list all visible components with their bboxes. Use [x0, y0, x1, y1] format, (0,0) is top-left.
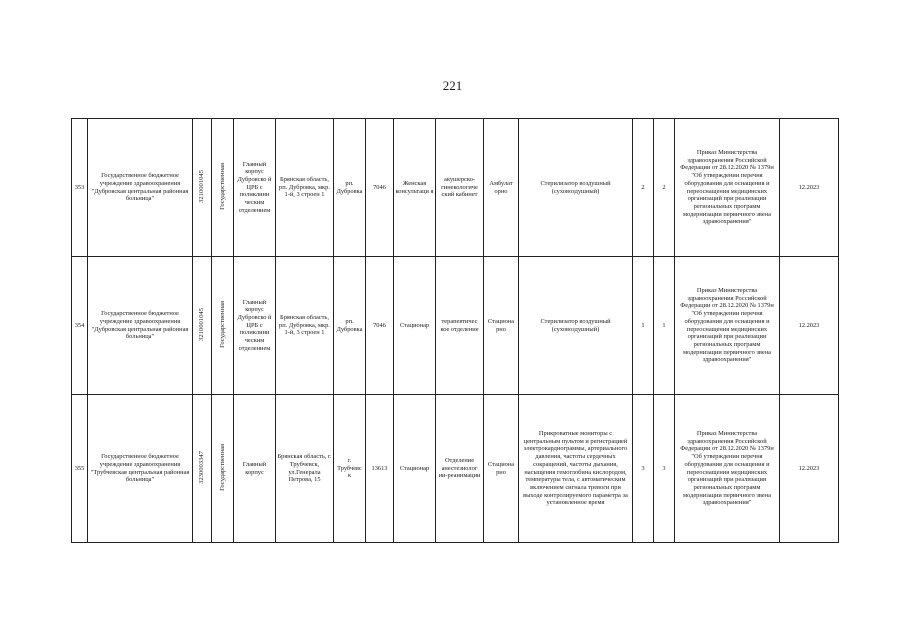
table-row: [72, 119, 839, 257]
table-row: [72, 395, 839, 543]
code: 13613: [366, 395, 394, 543]
department: Стационар: [394, 257, 436, 395]
order-reference: Приказ Министерства здравоохранения Российской Федерации от 28.12.2020 № 1379н "Об утверждении перечня оборудования для оснащения и переоснащения медицинских организаций при реализации региональных программ модернизации первичного звена здравоохранения": [675, 119, 780, 257]
quantity-b: 3: [654, 395, 675, 543]
department: Стационар: [394, 395, 436, 543]
table-row: [72, 257, 839, 395]
settlement: г. Трубчевс к: [334, 395, 366, 543]
ownership-cell: [212, 395, 234, 543]
inn-value: 3210001045: [198, 169, 206, 203]
row-number: 354: [72, 257, 88, 395]
quantity-a: 2: [633, 119, 654, 257]
ownership-value: Государственная: [218, 443, 226, 491]
quantity-b: 2: [654, 119, 675, 257]
inn-value: 3230003347: [198, 450, 206, 484]
inn-cell: [193, 257, 212, 395]
address: Брянская область, рп. Дубровка, мкр. 1-й, 3 строен 1: [276, 119, 334, 257]
ownership-cell: [212, 257, 234, 395]
inn-cell: [193, 119, 212, 257]
row-number: 353: [72, 119, 88, 257]
row-number: 355: [72, 395, 88, 543]
organization-name: Государственное бюджетное учреждение здравоохранения "Дубровская центральная районная больница": [88, 119, 193, 257]
address: Брянская область, рп. Дубровка, мкр. 1-й, 3 строен 1: [276, 257, 334, 395]
code: 7046: [366, 119, 394, 257]
cabinet: акушерско-гинекологиче ский кабинет: [436, 119, 484, 257]
ownership-cell: [212, 119, 234, 257]
equipment-table: [71, 118, 839, 543]
equipment-name: Стерилизатор воздушный (суховоздушный): [519, 119, 633, 257]
settlement: рп. Дубровка: [334, 119, 366, 257]
care-type: Амбулат орно: [484, 119, 519, 257]
department: Женская консультаци я: [394, 119, 436, 257]
care-type: Стациона рно: [484, 395, 519, 543]
ownership-value: Государственная: [218, 300, 226, 348]
due-date: 12.2023: [780, 395, 839, 543]
care-type: Стациона рно: [484, 257, 519, 395]
address: Брянская область, г. Трубчевск, ул.Генерала Петрова, 15: [276, 395, 334, 543]
settlement: рп. Дубровка: [334, 257, 366, 395]
code: 7046: [366, 257, 394, 395]
ownership-value: Государственная: [218, 162, 226, 210]
equipment-name: Прикроватные мониторы с центральным пультом и регистрацией электрокардиограммы, артериального давления, частоты сердечных сокращений, частоты дыхания, насыщения гемоглобина кислородом, температуры тела, с автоматическим включением сигнала тревоги при выходе контролируемого параметра за установленное время: [519, 395, 633, 543]
inn-value: 3210001045: [198, 307, 206, 341]
inn-cell: [193, 395, 212, 543]
cabinet: Отделение анестезиолог ии-реанимации: [436, 395, 484, 543]
order-reference: Приказ Министерства здравоохранения Российской Федерации от 28.12.2020 № 1379н "Об утверждении перечня оборудования для оснащения и переоснащения медицинских организаций при реализации региональных программ модернизации первичного звена здравоохранения": [675, 395, 780, 543]
cabinet: терапевтичес кое отделение: [436, 257, 484, 395]
organization-name: Государственное бюджетное учреждение здравоохранения "Дубровская центральная районная больница": [88, 257, 193, 395]
order-reference: Приказ Министерства здравоохранения Российской Федерации от 28.12.2020 № 1379н "Об утверждении перечня оборудования для оснащения и переоснащения медицинских организаций при реализации региональных программ модернизации первичного звена здравоохранения": [675, 257, 780, 395]
building-name: Главный корпус Дубровско й ЦРБ с поликлини ческим отделением: [234, 257, 276, 395]
building-name: Главный корпус Дубровско й ЦРБ с поликлини ческим отделением: [234, 119, 276, 257]
quantity-a: 3: [633, 395, 654, 543]
page-number: 221: [442, 78, 463, 93]
equipment-name: Стерилизатор воздушный (суховоздушный): [519, 257, 633, 395]
due-date: 12.2023: [780, 257, 839, 395]
due-date: 12.2023: [780, 119, 839, 257]
quantity-a: 1: [633, 257, 654, 395]
quantity-b: 1: [654, 257, 675, 395]
organization-name: Государственное бюджетное учреждение здравоохранения "Трубчевская центральная районная больница": [88, 395, 193, 543]
building-name: Главный корпус: [234, 395, 276, 543]
